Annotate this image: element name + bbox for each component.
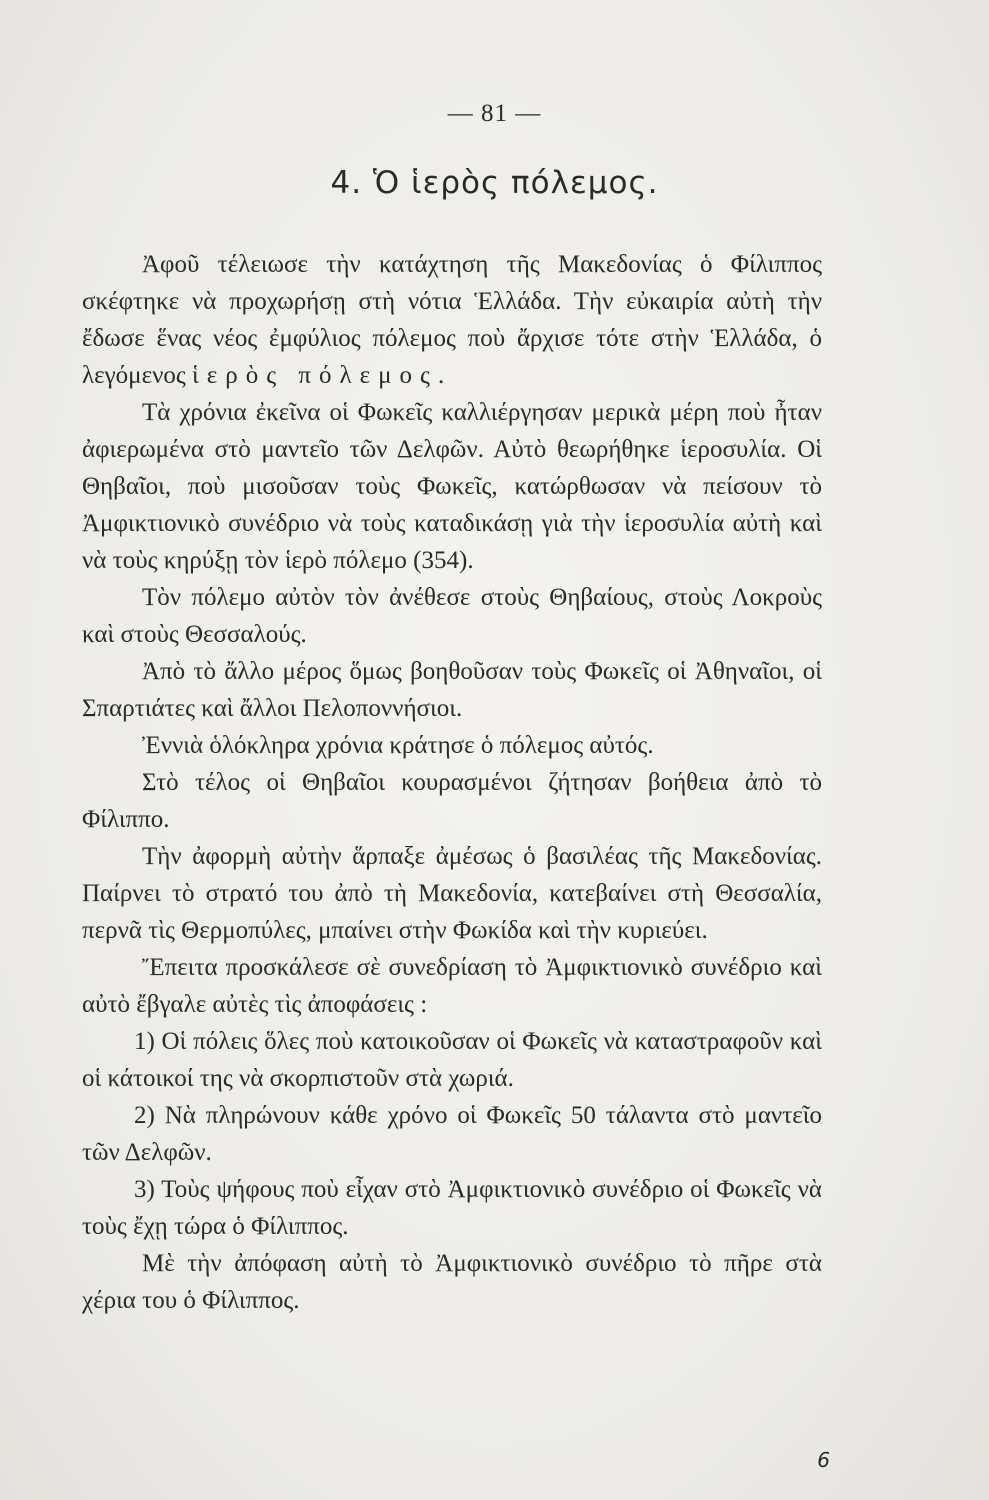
paragraph-8: Ἔπειτα προσκάλεσε σὲ συνεδρίαση τὸ Ἀμφικτιονικὸ συνέδριο καὶ αὐτὸ ἔβγαλε αὐτὲς τὶς ἀποφάσεις : — [82, 954, 822, 1018]
body-text — [82, 246, 822, 1319]
paragraph-7: Τὴν ἀφορμὴ αὐτὴν ἅρπαξε ἀμέσως ὁ βασιλέας τῆς Μακεδονίας. Παίρνει τὸ στρατό του ἀπὸ τὴ Μακεδονία, κατεβαίνει στὴ Θεσσαλία, περνᾶ τὶς Θερμοπύλες, μπαίνει στὴν Φωκίδα καὶ τὴν κυριεύει. — [82, 843, 822, 944]
paragraph-5: Ἐννιὰ ὁλόκληρα χρόνια κράτησε ὁ πόλεμος αὐτός. — [142, 732, 654, 759]
paragraph-3: Τὸν πόλεμο αὐτὸν τὸν ἀνέθεσε στοὺς Θηβαίους, στοὺς Λοκροὺς καὶ στοὺς Θεσσαλούς. — [82, 584, 822, 648]
paragraph-4: Ἀπὸ τὸ ἄλλο μέρος ὅμως βοηθοῦσαν τοὺς Φωκεῖς οἱ Ἀθηναῖοι, οἱ Σπαρτιάτες καὶ ἄλλοι Πελοποννήσιοι. — [82, 658, 822, 722]
emphasized-term: ἱερὸς πόλεμος — [192, 362, 438, 389]
paragraph-6: Στὸ τέλος οἱ Θηβαῖοι κουρασμένοι ζήτησαν βοήθεια ἀπὸ τὸ Φίλιππο. — [82, 769, 822, 833]
decision-item-2: 2) Νὰ πληρώνουν κάθε χρόνο οἱ Φωκεῖς 50 τάλαντα στὸ μαντεῖο τῶν Δελφῶν. — [82, 1102, 822, 1166]
paragraph-1 — [82, 246, 822, 394]
page-number: — 81 — — [447, 100, 542, 127]
paragraph-2: Τὰ χρόνια ἐκεῖνα οἱ Φωκεῖς καλλιέργησαν μερικὰ μέρη ποὺ ἦταν ἀφιερωμένα στὸ μαντεῖο τῶν Δελφῶν. Αὐτὸ θεωρήθηκε ἱεροσυλία. Οἱ Θηβαῖοι, ποὺ μισοῦσαν τοὺς Φωκεῖς, κατώρθωσαν νὰ πείσουν τὸ Ἀμφικτιονικὸ συνέδριο νὰ τοὺς καταδικάσῃ γιὰ τὴν ἱεροσυλία αὐτὴ καὶ νὰ τοὺς κηρύξῃ τὸν ἱερὸ πόλεμο (354). — [82, 399, 822, 574]
paragraph-1-end: . — [437, 362, 445, 389]
decision-item-3: 3) Τοὺς ψήφους ποὺ εἶχαν στὸ Ἀμφικτιονικὸ συνέδριο οἱ Φωκεῖς νὰ τοὺς ἔχῃ τώρα ὁ Φίλιππος. — [82, 1176, 822, 1240]
paragraph-9: Μὲ τὴν ἀπόφαση αὐτὴ τὸ Ἀμφικτιονικὸ συνέδριο τὸ πῆρε στὰ χέρια του ὁ Φίλιππος. — [82, 1250, 822, 1314]
signature-mark: 6 — [817, 1448, 830, 1472]
decision-item-1: 1) Οἱ πόλεις ὅλες ποὺ κατοικοῦσαν οἱ Φωκεῖς νὰ καταστραφοῦν καὶ οἱ κάτοικοί της νὰ σκορπιστοῦν στὰ χωριά. — [82, 1028, 822, 1092]
paragraph-1-text: Ἀφοῦ τέλειωσε τὴν κατάχτηση τῆς Μακεδονίας ὁ Φίλιππος σκέφτηκε νὰ προχωρήσῃ στὴ νότια Ἑλλάδα. Τὴν εὐκαιρία αὐτὴ τὴν ἔδωσε ἕνας νέος ἐμφύλιος πόλεμος ποὺ ἄρχισε τότε στὴν Ἑλλάδα, ὁ λεγόμενος — [82, 251, 822, 389]
chapter-title: 4. Ὁ ἱερὸς πόλεμος. — [330, 165, 659, 201]
